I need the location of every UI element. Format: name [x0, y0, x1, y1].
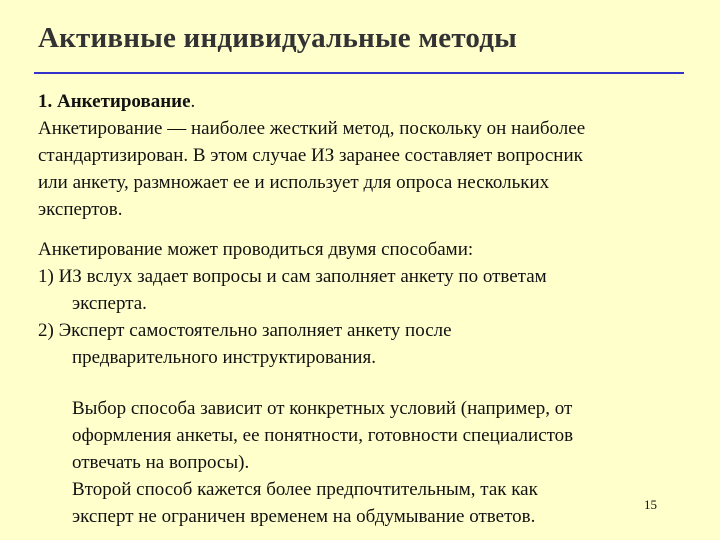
paragraph-1-line-4: экспертов. — [38, 199, 123, 220]
paragraph-3-line-2: оформления анкеты, ее понятности, готовности специалистов — [72, 425, 574, 446]
section-heading: 1. Анкетирование. — [38, 91, 196, 112]
list-item-2-line-1: 2) Эксперт самостоятельно заполняет анкету после — [38, 320, 452, 341]
list-item-1-line-1: 1) ИЗ вслух задает вопросы и сам заполняет анкету по ответам — [38, 266, 547, 287]
paragraph-1-line-1: Анкетирование — наиболее жесткий метод, поскольку он наиболее — [38, 118, 586, 139]
slide-title: Активные индивидуальные методы — [38, 22, 517, 54]
paragraph-1-line-3: или анкету, размножает ее и использует для опроса нескольких — [38, 172, 550, 193]
paragraph-3-line-1: Выбор способа зависит от конкретных условий (например, от — [72, 398, 573, 419]
paragraph-1-line-2: стандартизирован. В этом случае ИЗ заранее составляет вопросник — [38, 145, 583, 166]
list-item-2-line-2: предварительного инструктирования. — [72, 347, 376, 368]
paragraph-3-line-4: Второй способ кажется более предпочтительным, так как — [72, 479, 538, 500]
page-number: 15 — [644, 497, 657, 512]
spacer — [38, 223, 688, 236]
list-item-1-line-2: эксперта. — [72, 293, 147, 314]
paragraph-3-line-3: отвечать на вопросы). — [72, 452, 250, 473]
spacer — [38, 371, 688, 395]
slide-body — [38, 88, 688, 530]
paragraph-3-line-5: эксперт не ограничен временем на обдумывание ответов. — [72, 506, 536, 527]
paragraph-2-intro: Анкетирование может проводиться двумя способами: — [38, 239, 474, 260]
title-underline — [34, 72, 684, 74]
